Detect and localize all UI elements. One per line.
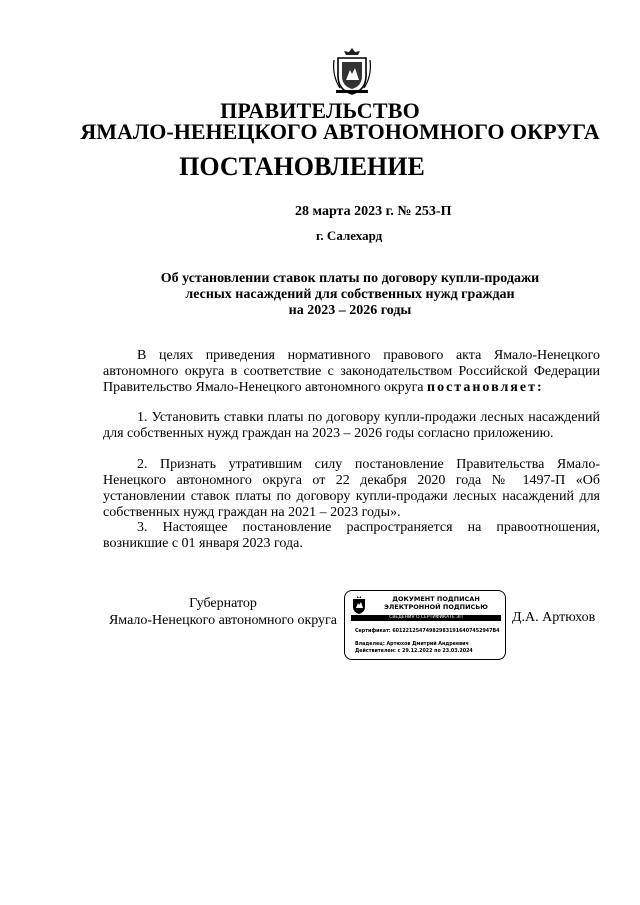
stamp-valid: Действителен: с 29.12.2022 по 23.03.2024 xyxy=(355,649,473,654)
e-signature-stamp xyxy=(344,590,506,660)
government-title: ПРАВИТЕЛЬСТВО xyxy=(220,98,420,123)
stamp-certificate: Сертификат: 601221254749829831916407452947B4 xyxy=(355,629,500,634)
subject-line: Об установлении ставок платы по договору купли-продажи xyxy=(160,271,540,286)
stamp-emblem-icon xyxy=(350,595,368,615)
intro-text: В целях приведения нормативного правового акта Ямало-Ненецкого автономного округа в соответствие с законодательством Российской Федерации Правительство Ямало-Ненецкого автономного округа xyxy=(103,348,600,395)
intro-verb: постановляет: xyxy=(427,380,544,395)
intro-paragraph xyxy=(103,348,600,396)
item-2: 2. Признать утратившим силу постановление Правительства Ямало-Ненецкого автономного округа от 22 декабря 2020 года № 1497-П «Об установлении ставок платы по договору купли-продажи лесных насаждений для собственных нужд граждан на 2021 – 2023 годы». xyxy=(103,457,600,520)
stamp-owner: Владелец: Артюхов Дмитрий Андреевич xyxy=(355,642,469,647)
item-3: 3. Настоящее постановление распространяется на правоотношения, возникшие с 01 января 2023 года. xyxy=(103,520,600,551)
stamp-bar: СВЕДЕНИЯ О СЕРТИФИКАТЕ ЭП xyxy=(351,615,501,621)
subject-line: на 2023 – 2026 годы xyxy=(288,303,412,318)
document-subject xyxy=(100,271,600,319)
date-number: 28 марта 2023 г. № 253-П xyxy=(295,204,452,219)
document-type: ПОСТАНОВЛЕНИЕ xyxy=(179,152,425,181)
government-region: ЯМАЛО-НЕНЕЦКОГО АВТОНОМНОГО ОКРУГА xyxy=(80,119,600,144)
item-1: 1. Установить ставки платы по договору купли-продажи лесных насаждений для собственных нужд граждан на 2023 – 2026 годы согласно приложению. xyxy=(103,410,600,441)
signer-position xyxy=(103,595,343,629)
stamp-heading-line: ЭЛЕКТРОННОЙ ПОДПИСЬЮ xyxy=(384,603,488,611)
subject-line: лесных насаждений для собственных нужд граждан xyxy=(185,287,515,302)
city: г. Салехард xyxy=(316,228,383,243)
position-line: Губернатор xyxy=(189,596,257,611)
stamp-heading xyxy=(371,595,501,611)
signer-name: Д.А. Артюхов xyxy=(512,610,596,625)
coat-of-arms-emblem xyxy=(330,46,374,96)
position-line: Ямало-Ненецкого автономного округа xyxy=(108,613,338,628)
stamp-heading-line: ДОКУМЕНТ ПОДПИСАН xyxy=(392,595,480,603)
